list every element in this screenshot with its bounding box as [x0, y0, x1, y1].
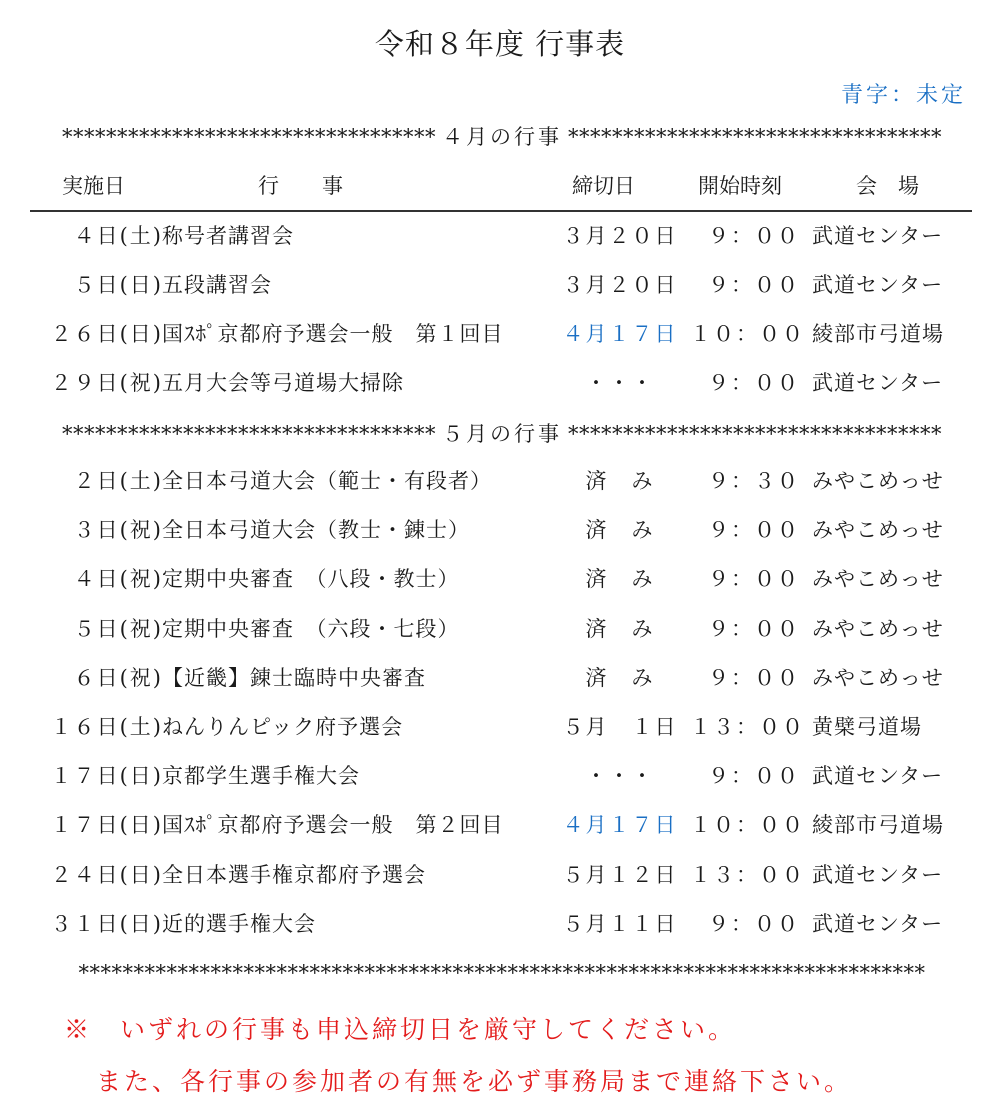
cell-date: ３１日(日)	[50, 911, 163, 936]
cell-venue: 綾部市弓道場	[812, 322, 944, 346]
cell-start-time: ９：００	[708, 224, 800, 248]
cell-start-time: ９：００	[708, 616, 800, 641]
header-date: 実施日	[62, 174, 125, 198]
cell-start-time: ９：００	[708, 911, 800, 936]
cell-event: 京都学生選手権大会	[162, 764, 360, 789]
section-separator-may	[46, 419, 958, 449]
stars-left: **********************************	[62, 125, 436, 149]
cell-start-time: ９：００	[708, 518, 800, 543]
header-venue-2: 場	[898, 174, 919, 198]
header-rule	[30, 210, 972, 212]
notice-line-1: ※ いずれの行事も申込締切日を厳守してください。	[64, 1015, 737, 1044]
table-row	[0, 365, 1000, 401]
stars-left: **********************************	[62, 422, 436, 446]
table-header	[0, 170, 1000, 202]
cell-deadline: 済 み	[585, 518, 655, 543]
cell-start-time: ９：００	[708, 764, 800, 789]
cell-deadline: ５月１２日	[562, 862, 678, 887]
table-row	[0, 758, 1000, 794]
cell-venue: みやこめっせ	[812, 616, 944, 641]
table-row	[0, 906, 1000, 942]
cell-deadline: 済 み	[585, 665, 655, 690]
cell-venue: 武道センター	[812, 911, 944, 936]
cell-deadline: ４月１７日	[562, 322, 678, 346]
cell-deadline: ５月１１日	[562, 911, 678, 936]
cell-event: 全日本選手権京都府予選会	[162, 862, 426, 887]
cell-deadline: ３月２０日	[562, 224, 678, 248]
table-row	[0, 463, 1000, 499]
cell-date: ２４日(日)	[50, 862, 163, 887]
stars-right: **********************************	[568, 422, 942, 446]
cell-start-time: １３：００	[690, 715, 805, 739]
header-venue-1: 会	[856, 174, 877, 198]
cell-start-time: １０：００	[690, 813, 805, 838]
cell-venue: 武道センター	[812, 273, 944, 297]
table-row	[0, 218, 1000, 254]
cell-event: 称号者講習会	[162, 224, 294, 248]
table-row	[0, 611, 1000, 647]
cell-venue: みやこめっせ	[812, 567, 944, 592]
cell-date: ５日(日)	[73, 273, 163, 297]
table-row	[0, 709, 1000, 745]
cell-date: ２９日(祝)	[50, 371, 163, 395]
cell-start-time: ９：００	[708, 567, 800, 592]
cell-start-time: ９：００	[708, 273, 800, 297]
cell-event: ねんりんピック府予選会	[162, 715, 404, 739]
cell-deadline: ３月２０日	[562, 273, 678, 297]
section-separator-april	[46, 122, 958, 152]
cell-deadline: ５月 １日	[562, 715, 678, 739]
cell-venue: みやこめっせ	[812, 469, 944, 493]
cell-event: 【近畿】錬士臨時中央審査	[162, 665, 426, 690]
table-row	[0, 561, 1000, 597]
cell-venue: 武道センター	[812, 371, 944, 395]
cell-venue: 武道センター	[812, 862, 944, 887]
cell-event: 全日本弓道大会（範士・有段者）	[162, 469, 492, 493]
header-deadline: 締切日	[572, 174, 635, 198]
cell-date: １６日(土)	[50, 715, 163, 739]
cell-deadline: ・・・	[585, 371, 655, 395]
cell-venue: みやこめっせ	[812, 518, 944, 543]
cell-date: ６日(祝)	[73, 665, 163, 690]
cell-venue: みやこめっせ	[812, 665, 944, 690]
cell-venue: 武道センター	[812, 764, 944, 789]
cell-deadline: ・・・	[585, 764, 655, 789]
cell-event: 近的選手権大会	[162, 911, 316, 936]
cell-event: 五段講習会	[162, 273, 272, 297]
cell-date: １７日(日)	[50, 764, 163, 789]
cell-deadline: 済 み	[585, 616, 655, 641]
cell-date: １７日(日)	[50, 813, 163, 838]
cell-date: ２６日(日)	[50, 322, 163, 346]
cell-event: 五月大会等弓道場大掃除	[162, 371, 404, 395]
cell-date: ５日(祝)	[73, 616, 163, 641]
table-row	[0, 857, 1000, 893]
cell-venue: 綾部市弓道場	[812, 813, 944, 838]
cell-event: 定期中央審査 （八段・教士）	[162, 567, 460, 592]
header-event-2: 事	[322, 174, 343, 198]
table-row	[0, 267, 1000, 303]
cell-venue: 黄檗弓道場	[812, 715, 922, 739]
cell-start-time: １３：００	[690, 862, 805, 887]
cell-deadline: ４月１７日	[562, 813, 678, 838]
legend-tbd: 青字：未定	[840, 83, 966, 108]
table-row	[0, 807, 1000, 843]
cell-start-time: １０：００	[690, 322, 805, 346]
cell-event: 国ｽﾎﾟ京都府予選会一般 第１回目	[162, 322, 504, 346]
page-title: 令和８年度 行事表	[374, 27, 626, 61]
header-event-1: 行	[258, 174, 279, 198]
header-time: 開始時刻	[698, 174, 782, 198]
cell-date: ４日(土)	[73, 224, 163, 248]
section-label: ５月の行事	[442, 422, 562, 446]
section-label: ４月の行事	[442, 125, 562, 149]
cell-date: ２日(土)	[73, 469, 163, 493]
cell-start-time: ９：００	[708, 371, 800, 395]
cell-start-time: ９：００	[708, 665, 800, 690]
cell-deadline: 済 み	[585, 469, 655, 493]
cell-date: ３日(祝)	[73, 518, 163, 543]
notice-line-2: また、各行事の参加者の有無を必ず事務局まで連絡下さい。	[96, 1067, 853, 1096]
cell-date: ４日(祝)	[73, 567, 163, 592]
cell-event: 国ｽﾎﾟ京都府予選会一般 第２回目	[162, 813, 504, 838]
cell-venue: 武道センター	[812, 224, 944, 248]
cell-deadline: 済 み	[585, 567, 655, 592]
table-row	[0, 316, 1000, 352]
cell-start-time: ９：３０	[708, 469, 800, 493]
cell-event: 定期中央審査 （六段・七段）	[162, 616, 460, 641]
bottom-separator: *****************************************************************************	[78, 961, 926, 985]
stars-right: **********************************	[568, 125, 942, 149]
table-row	[0, 512, 1000, 548]
table-row	[0, 660, 1000, 696]
cell-event: 全日本弓道大会（教士・錬士）	[162, 518, 470, 543]
